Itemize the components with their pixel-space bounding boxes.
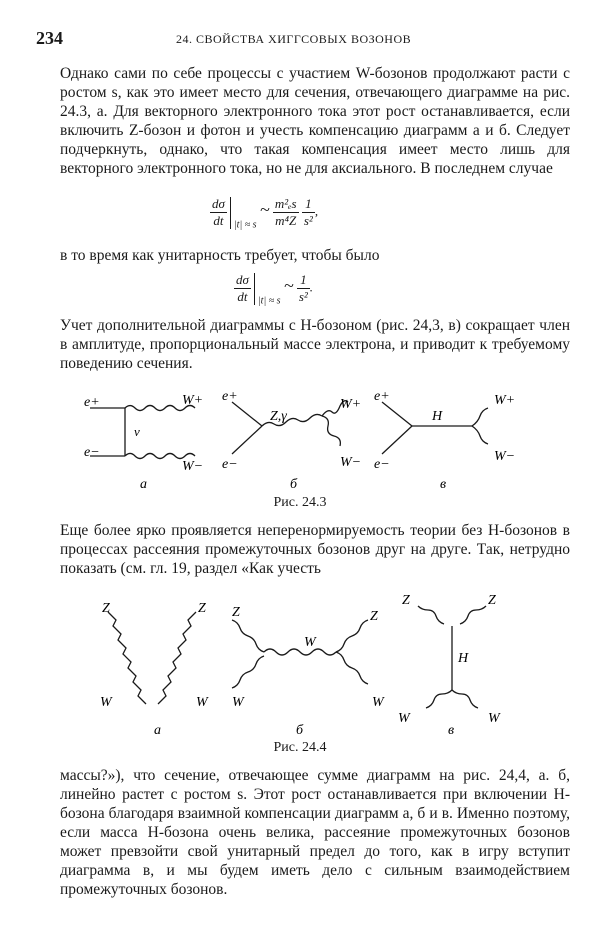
fig2-c-z1: Z	[402, 593, 410, 608]
eq1-den3: s²	[303, 213, 313, 228]
page-number: 234	[36, 28, 63, 48]
figure-24-4	[0, 590, 600, 740]
eq1-num3: 1	[302, 196, 315, 213]
eq1-sub: |t| ≈ s	[233, 219, 257, 231]
fig1-b-ep: e+	[222, 389, 238, 404]
eq1-num: dσ	[212, 196, 225, 211]
figure-24-3	[0, 378, 600, 508]
eq1-num2: m²ₑs	[274, 196, 297, 211]
fig1-b-zg: Z,γ	[270, 409, 287, 424]
eq2-rel: ~	[283, 275, 294, 296]
fig2-a-w1: W	[100, 695, 112, 710]
figure-24-3-caption: Рис. 24.3	[273, 495, 327, 510]
equation-2	[234, 272, 313, 306]
paragraph-4: Еще более ярко проявляется неперенормируемость теории без H-бозонов в процессах рассеяния промежуточных бозонов друг на друге. Так, нетрудно показать (см. гл. 19, раздел «Как учесть	[60, 522, 570, 577]
eq2-den: dt	[237, 289, 248, 304]
eq1-den: dt	[213, 213, 224, 228]
figure-24-4-caption: Рис. 24.4	[273, 740, 327, 755]
fig1-a-em: e−	[84, 445, 100, 460]
fig2-c-h: H	[458, 651, 469, 666]
paragraph-3: Учет дополнительной диаграммы с H-бозоном (рис. 24,3, в) сокращает член в амплитуде, пропорциональный массе электрона, и приводит к требуемому поведению сечения.	[60, 317, 570, 372]
equation-1	[210, 196, 318, 230]
fig2-b-letter: б	[296, 723, 304, 738]
fig2-c-w1: W	[398, 711, 410, 726]
fig1-c-letter: в	[440, 477, 447, 492]
eq2-sub: |t| ≈ s	[257, 295, 281, 307]
fig1-c-em: e−	[374, 457, 390, 472]
eq1-rel: ~	[259, 199, 270, 220]
fig1-c-h: H	[432, 409, 443, 424]
fig1-a-wp: W+	[182, 393, 204, 408]
fig2-c-letter: в	[448, 723, 455, 738]
fig2-c-w2: W	[488, 711, 500, 726]
page-header	[36, 28, 568, 48]
fig1-b-letter: б	[290, 477, 298, 492]
fig2-b-w2: W	[372, 695, 384, 710]
fig1-b-wp: W+	[340, 397, 362, 412]
fig2-b-z2: Z	[370, 609, 378, 624]
fig2-b-w1: W	[232, 695, 244, 710]
fig2-a-z1: Z	[102, 601, 110, 616]
eq2-num: dσ	[236, 272, 249, 287]
eq2-den2: s²	[298, 289, 308, 304]
eq1-tail: ,	[314, 203, 319, 219]
fig1-c-wm: W−	[494, 449, 516, 464]
fig1-a-wm: W−	[182, 459, 204, 474]
fig1-b-em: e−	[222, 457, 238, 472]
paragraph-5: массы?»), что сечение, отвечающее сумме диаграмм на рис. 24,4, a. б, линейно растет с ростом s. Этот рост останавливается при включении H-бозона благодаря взаимной компенсации диаграмм a, б и в. Именно поэтому, если масса H-бозона очень велика, рассеяние промежуточных бозонов может превзойти свой унитарный предел до того, как в игру вступит диаграмма в, и мы будем иметь дело с сильным взаимодействием промежуточных бозонов.	[60, 767, 570, 898]
fig1-a-ep: e+	[84, 395, 100, 410]
fig2-a-letter: a	[154, 723, 161, 738]
fig1-c-ep: e+	[374, 389, 390, 404]
fig2-b-z1: Z	[232, 605, 240, 620]
paragraph-2: в то время как унитарность требует, чтобы было	[60, 247, 380, 264]
eq2-tail: .	[309, 279, 314, 295]
eq1-den2: m⁴Z	[275, 213, 297, 228]
eq2-num2: 1	[297, 272, 310, 289]
fig2-a-w2: W	[196, 695, 208, 710]
fig1-a-letter: a	[140, 477, 147, 492]
fig2-c-z2: Z	[488, 593, 496, 608]
fig1-c-wp: W+	[494, 393, 516, 408]
fig2-a-z2: Z	[198, 601, 206, 616]
fig2-b-w: W	[304, 635, 316, 650]
fig1-b-wm: W−	[340, 455, 362, 470]
fig1-a-nu: ν	[134, 424, 140, 439]
paragraph-1: Однако сами по себе процессы с участием W-бозонов продолжают расти с ростом s, как это имеет место для сечения, отвечающего диаграмме на рис. 24.3, a. Для векторного электронного тока этот рост останавливается, если включить Z-бозон и фотон и учесть компенсацию диаграмм a и б. Следует подчеркнуть, однако, что такая компенсация имеет место лишь для векторного электронного тока, но не для аксиального. В последнем случае	[60, 65, 570, 177]
running-head: 24. СВОЙСТВА ХИГГСОВЫХ ВОЗОНОВ	[176, 32, 412, 46]
